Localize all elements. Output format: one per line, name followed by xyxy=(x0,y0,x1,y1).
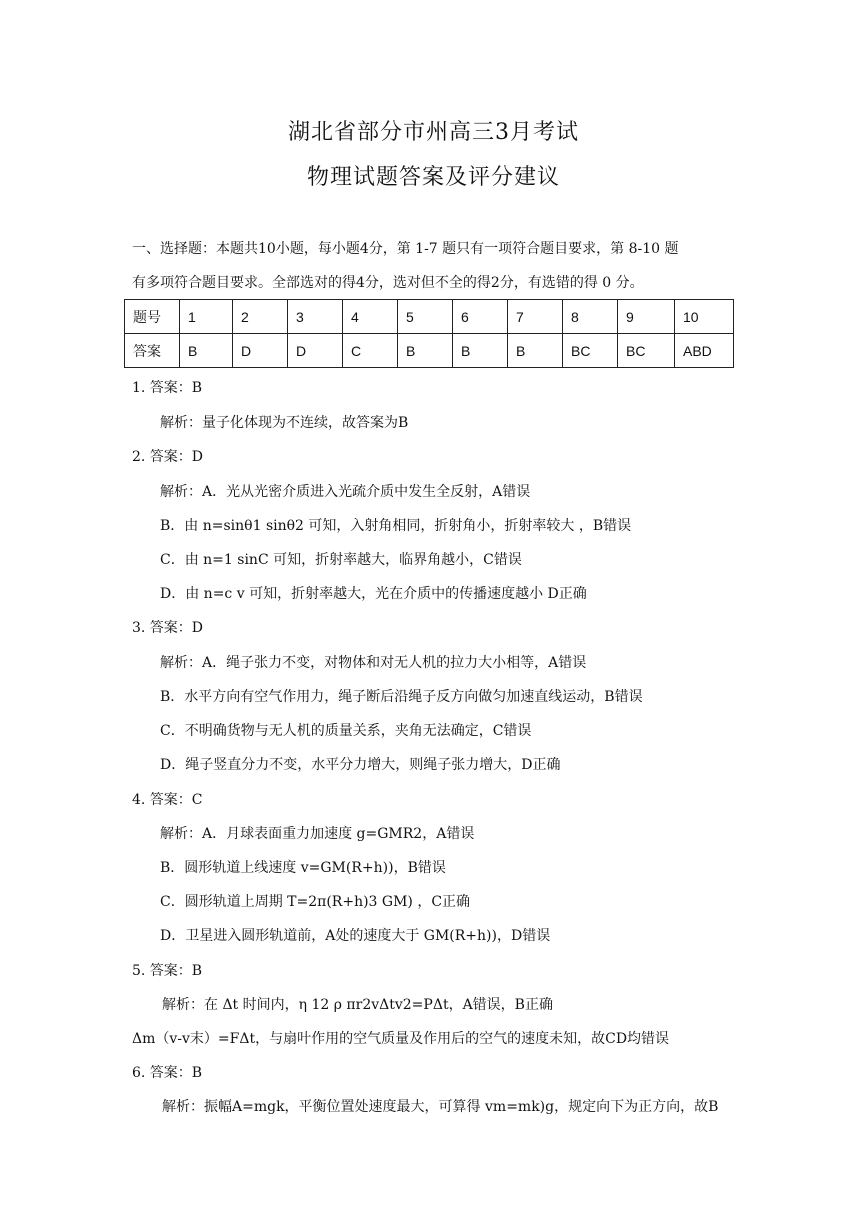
table-cell: B xyxy=(398,334,453,368)
table-cell: 1 xyxy=(180,300,233,334)
question-answer: 1. 答案：B xyxy=(132,380,203,396)
explanation-line: D．由 n=c v 可知，折射率越大，光在介质中的传播速度越小 D正确 xyxy=(160,586,587,602)
explanation-line: C．不明确货物与无人机的质量关系，夹角无法确定，C错误 xyxy=(160,723,532,739)
explanation-line: 解析：A．月球表面重力加速度 g=GMR2，A错误 xyxy=(160,826,475,842)
table-cell: 8 xyxy=(563,300,618,334)
question-answer: 5. 答案：B xyxy=(132,963,203,979)
explanation-line: D．绳子竖直分力不变，水平分力增大，则绳子张力增大，D正确 xyxy=(160,757,561,773)
section-intro xyxy=(132,232,742,300)
explanation-line: B．由 n=sinθ1 sinθ2 可知，入射角相同，折射角小，折射率较大 ，B错误 xyxy=(160,518,632,534)
explanation-line: C．由 n=1 sinC 可知，折射率越大，临界角越小，C错误 xyxy=(160,552,522,568)
table-cell: 3 xyxy=(288,300,343,334)
explanation-line: 解析：A．光从光密介质进入光疏介质中发生全反射，A错误 xyxy=(160,484,531,500)
intro-line-2: 有多项符合题目要求。全部选对的得4分，选对但不全的得2分，有选错的得 0 分。 xyxy=(132,275,644,291)
table-cell: B xyxy=(180,334,233,368)
explanation-line: 解析：量子化体现为不连续，故答案为B xyxy=(160,415,409,431)
table-cell: 5 xyxy=(398,300,453,334)
explanation-line: B．水平方向有空气作用力，绳子断后沿绳子反方向做匀加速直线运动，B错误 xyxy=(160,689,643,705)
question-answer: 4. 答案：C xyxy=(132,792,203,808)
explanation-line: 解析：振幅A=mgk，平衡位置处速度最大，可算得 vm=mk)g，规定向下为正方向，故B xyxy=(162,1099,719,1115)
explanation-line: D．卫星进入圆形轨道前，A处的速度大于 GM(R+h))，D错误 xyxy=(160,928,551,944)
table-cell: 6 xyxy=(453,300,508,334)
table-header-cell: 答案 xyxy=(125,334,180,368)
question-answer: 3. 答案：D xyxy=(132,620,204,636)
document-subtitle: 物理试题答案及评分建议 xyxy=(306,165,560,190)
table-cell: 4 xyxy=(343,300,398,334)
table-cell: 10 xyxy=(675,300,734,334)
table-header-cell: 题号 xyxy=(125,300,180,334)
question-answer: 6. 答案：B xyxy=(132,1065,203,1081)
explanation-line: Δm（v-v末）=FΔt，与扇叶作用的空气质量及作用后的空气的速度未知，故CD均错误 xyxy=(132,1031,670,1047)
table-cell: BC xyxy=(563,334,618,368)
table-cell: 7 xyxy=(508,300,563,334)
question-answer: 2. 答案：D xyxy=(132,449,204,465)
explanation-line: B．圆形轨道上线速度 v=GM(R+h))，B错误 xyxy=(160,860,446,876)
explanation-line: C．圆形轨道上周期 T=2π(R+h)3 GM) ，C正确 xyxy=(160,894,471,910)
answer-table xyxy=(124,299,734,368)
table-cell: D xyxy=(233,334,288,368)
explanation-line: 解析：A．绳子张力不变，对物体和对无人机的拉力大小相等，A错误 xyxy=(160,655,587,671)
table-cell: ABD xyxy=(675,334,734,368)
table-row-numbers xyxy=(125,300,734,334)
table-cell: C xyxy=(343,334,398,368)
table-cell: BC xyxy=(618,334,675,368)
table-cell: 9 xyxy=(618,300,675,334)
explanation-line: 解析：在 Δt 时间内，η 12 ρ πr2vΔtv2=PΔt，A错误，B正确 xyxy=(162,997,553,1013)
table-cell: D xyxy=(288,334,343,368)
table-row-answers xyxy=(125,334,734,368)
table-cell: 2 xyxy=(233,300,288,334)
table-cell: B xyxy=(453,334,508,368)
document-title: 湖北省部分市州高三3月考试 xyxy=(288,120,579,145)
intro-line-1: 一、选择题：本题共10小题，每小题4分，第 1-7 题只有一项符合题目要求，第 8-10 题 xyxy=(132,241,679,257)
table-cell: B xyxy=(508,334,563,368)
